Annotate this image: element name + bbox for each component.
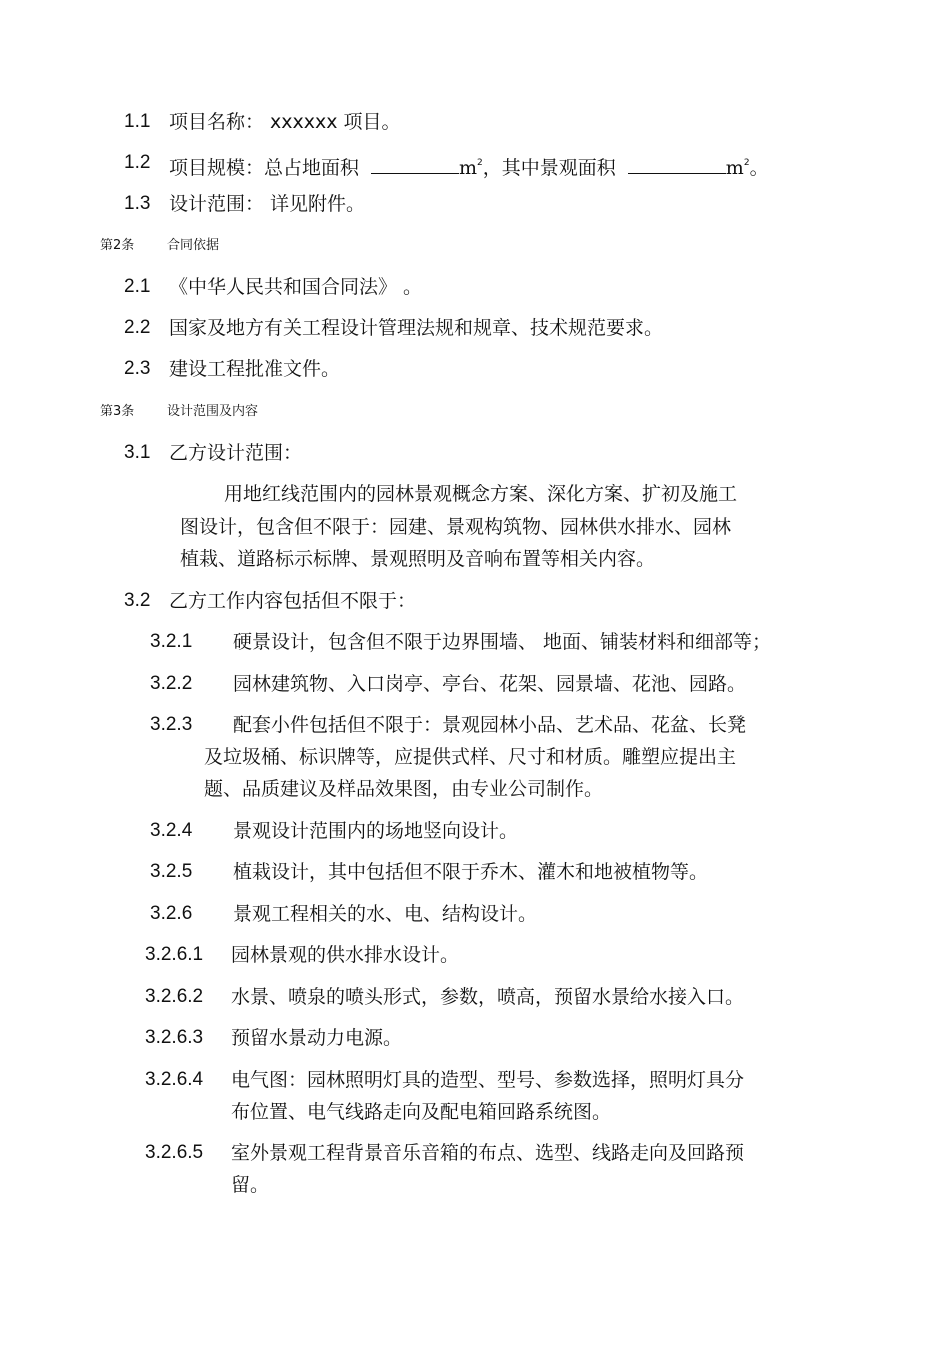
clause-text: 园林景观的供水排水设计。 <box>231 944 460 966</box>
clause-number: 2.1 <box>124 276 151 297</box>
clause-text: 留。 <box>231 1174 270 1196</box>
clause-text: 乙方设计范围： <box>169 442 303 464</box>
clause-text: 国家及地方有关工程设计管理法规和规章、技术规范要求。 <box>169 317 664 339</box>
clause-number: 1.2 <box>124 152 151 173</box>
landscape-area-blank <box>628 155 726 174</box>
clause-text: 建设工程批准文件。 <box>169 358 341 380</box>
clause-number: 3.2.6.2 <box>145 986 204 1007</box>
clause-number: 3.2.2 <box>150 673 193 694</box>
period: 。 <box>749 157 769 179</box>
article-number: 第2条 <box>100 238 135 253</box>
clause-number: 3.1 <box>124 442 151 463</box>
article-title: 合同依据 <box>167 238 220 253</box>
clause-number: 2.2 <box>124 317 151 338</box>
clause-number: 3.2 <box>124 590 151 611</box>
clause-number: 3.2.6 <box>150 903 193 924</box>
clause-text: 题、品质建议及样品效果图，由专业公司制作。 <box>204 778 604 800</box>
clause-text: 项目名称： xxxxxx 项目。 <box>169 111 401 133</box>
paragraph-line: 图设计，包含但不限于：园建、景观构筑物、园林供水排水、园林 <box>180 516 732 538</box>
clause-text: 设计范围： 详见附件。 <box>169 193 366 215</box>
clause-number: 1.1 <box>124 111 151 132</box>
clause-number: 3.2.6.1 <box>145 944 204 965</box>
clause-number: 3.2.1 <box>150 631 193 652</box>
paragraph-line: 用地红线范围内的园林景观概念方案、深化方案、扩初及施工 <box>224 483 738 505</box>
clause-text: 景观工程相关的水、电、结构设计。 <box>233 903 538 925</box>
unit-superscript: 2 <box>477 158 483 168</box>
clause-text: 乙方工作内容包括但不限于： <box>169 590 417 612</box>
clause-text-project-scale <box>169 151 769 180</box>
unit-superscript: 2 <box>743 158 750 168</box>
clause-number: 3.2.4 <box>150 820 193 841</box>
paragraph-line: 植栽、道路标示标牌、景观照明及音响布置等相关内容。 <box>180 548 656 570</box>
clause-text: 配套小件包括但不限于：景观园林小品、艺术品、花盆、长凳 <box>233 714 747 736</box>
article-number: 第3条 <box>100 404 135 419</box>
unit-m: m <box>725 157 744 179</box>
clause-number: 3.2.3 <box>150 714 193 735</box>
clause-text: 及垃圾桶、标识牌等，应提供式样、尺寸和材质。雕塑应提出主 <box>204 746 737 768</box>
clause-number: 3.2.6.4 <box>145 1069 204 1090</box>
clause-number: 3.2.6.3 <box>145 1027 204 1048</box>
clause-number: 1.3 <box>124 193 151 214</box>
clause-text: 预留水景动力电源。 <box>231 1027 403 1049</box>
clause-text: 植栽设计，其中包括但不限于乔木、灌木和地被植物等。 <box>233 861 709 883</box>
clause-text: 布位置、电气线路走向及配电箱回路系统图。 <box>231 1101 612 1123</box>
scale-label: 项目规模：总占地面积 <box>169 157 360 179</box>
clause-number: 2.3 <box>124 358 151 379</box>
clause-text: 室外景观工程背景音乐音箱的布点、选型、线路走向及回路预 <box>231 1142 745 1164</box>
unit-m: m <box>459 157 478 179</box>
clause-text: 《中华人民共和国合同法》 。 <box>169 276 423 298</box>
clause-text: 景观设计范围内的场地竖向设计。 <box>233 820 519 842</box>
clause-text: 水景、喷泉的喷头形式，参数，喷高，预留水景给水接入口。 <box>231 986 745 1008</box>
landscape-area-label: ，其中景观面积 <box>482 157 616 179</box>
total-area-blank <box>371 155 459 174</box>
clause-number: 3.2.5 <box>150 861 193 882</box>
clause-number: 3.2.6.5 <box>145 1142 204 1163</box>
article-title: 设计范围及内容 <box>167 404 259 419</box>
clause-text: 园林建筑物、入口岗亭、亭台、花架、园景墙、花池、园路。 <box>233 673 747 695</box>
clause-text: 硬景设计，包含但不限于边界围墙、 地面、铺装材料和细部等； <box>233 631 772 653</box>
clause-text: 电气图：园林照明灯具的造型、型号、参数选择，照明灯具分 <box>231 1069 745 1091</box>
